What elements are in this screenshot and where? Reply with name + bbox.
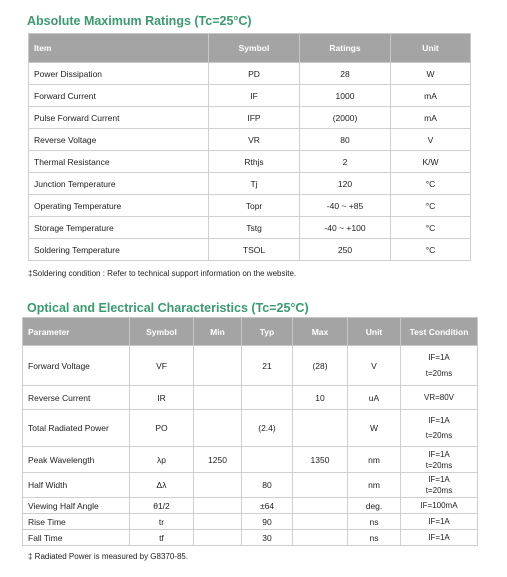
cell-max: (28) xyxy=(293,346,348,386)
condition-line: t=20ms xyxy=(425,460,453,470)
cell-unit: ns xyxy=(348,514,401,530)
table-row xyxy=(29,107,471,129)
cell-unit: mA xyxy=(391,85,471,107)
cell-min xyxy=(194,498,242,514)
column-header-ratings: Ratings xyxy=(300,34,391,63)
column-header-parameter: Parameter xyxy=(23,318,130,346)
cell-parameter: Viewing Half Angle xyxy=(23,498,130,514)
condition-line: IF=1A xyxy=(428,416,450,425)
cell-max xyxy=(293,498,348,514)
cell-symbol: Δλ xyxy=(130,473,194,498)
cell-unit: W xyxy=(348,410,401,447)
cell-test-condition xyxy=(401,346,478,386)
radiated-power-footnote: ‡ Radiated Power is measured by G8370-85. xyxy=(28,552,189,561)
cell-unit: deg. xyxy=(348,498,401,514)
cell-unit: K/W xyxy=(391,151,471,173)
table-header-row xyxy=(29,34,471,63)
cell-max: 10 xyxy=(293,386,348,410)
column-header-min: Min xyxy=(194,318,242,346)
table-row xyxy=(23,530,478,546)
condition-line: IF=100mA xyxy=(420,501,458,510)
optical-characteristics-title: Optical and Electrical Characteristics (Tc=25°C) xyxy=(27,301,309,315)
absolute-max-ratings-table xyxy=(28,33,471,261)
cell-max xyxy=(293,410,348,447)
cell-item: Junction Temperature xyxy=(29,173,209,195)
cell-parameter: Fall Time xyxy=(23,530,130,546)
cell-unit: V xyxy=(348,346,401,386)
cell-unit: °C xyxy=(391,239,471,261)
cell-rating: -40 ~ +100 xyxy=(300,217,391,239)
cell-symbol: Rthjs xyxy=(209,151,300,173)
cell-min xyxy=(194,410,242,447)
table-row xyxy=(29,85,471,107)
cell-item: Power Dissipation xyxy=(29,63,209,85)
cell-max xyxy=(293,514,348,530)
cell-symbol: tr xyxy=(130,514,194,530)
cell-test-condition xyxy=(401,386,478,410)
cell-item: Operating Temperature xyxy=(29,195,209,217)
condition-line: IF=1A xyxy=(428,517,450,526)
condition-line: IF=1A xyxy=(428,533,450,542)
condition-line: IF=1A xyxy=(428,475,450,484)
cell-symbol: IR xyxy=(130,386,194,410)
cell-typ: 90 xyxy=(242,514,293,530)
cell-symbol: Tj xyxy=(209,173,300,195)
table-row xyxy=(23,473,478,498)
cell-test-condition xyxy=(401,530,478,546)
cell-symbol: λp xyxy=(130,447,194,473)
column-header-typ: Typ xyxy=(242,318,293,346)
cell-unit: ns xyxy=(348,530,401,546)
condition-line: IF=1A xyxy=(428,449,450,459)
cell-typ: 80 xyxy=(242,473,293,498)
cell-max xyxy=(293,530,348,546)
cell-symbol: Topr xyxy=(209,195,300,217)
table-row xyxy=(29,217,471,239)
cell-rating: 2 xyxy=(300,151,391,173)
condition-line: VR=80V xyxy=(423,393,455,402)
cell-typ: (2.4) xyxy=(242,410,293,447)
condition-line: t=20ms xyxy=(425,486,453,495)
cell-typ xyxy=(242,447,293,473)
column-header-test-condition: Test Condition xyxy=(401,318,478,346)
cell-symbol: VR xyxy=(209,129,300,151)
cell-symbol: VF xyxy=(130,346,194,386)
column-header-unit: Unit xyxy=(348,318,401,346)
cell-rating: 80 xyxy=(300,129,391,151)
cell-unit: °C xyxy=(391,217,471,239)
table-row xyxy=(29,129,471,151)
cell-typ: 21 xyxy=(242,346,293,386)
cell-item: Storage Temperature xyxy=(29,217,209,239)
table-row xyxy=(23,386,478,410)
cell-unit: mA xyxy=(391,107,471,129)
cell-test-condition xyxy=(401,447,478,473)
cell-min xyxy=(194,530,242,546)
condition-line: IF=1A xyxy=(428,353,450,362)
cell-parameter: Half Width xyxy=(23,473,130,498)
condition-line: t=20ms xyxy=(425,431,453,440)
cell-symbol: PO xyxy=(130,410,194,447)
column-header-max: Max xyxy=(293,318,348,346)
cell-rating: -40 ~ +85 xyxy=(300,195,391,217)
column-header-symbol: Symbol xyxy=(130,318,194,346)
soldering-footnote: ‡Soldering condition : Refer to technical support information on the website. xyxy=(28,269,297,278)
cell-rating: 250 xyxy=(300,239,391,261)
cell-unit: nm xyxy=(348,447,401,473)
cell-unit: uA xyxy=(348,386,401,410)
cell-symbol: IF xyxy=(209,85,300,107)
cell-test-condition xyxy=(401,410,478,447)
cell-test-condition xyxy=(401,514,478,530)
cell-unit: V xyxy=(391,129,471,151)
cell-parameter: Total Radiated Power xyxy=(23,410,130,447)
cell-unit: W xyxy=(391,63,471,85)
cell-parameter: Rise Time xyxy=(23,514,130,530)
column-header-item: Item xyxy=(29,34,209,63)
cell-rating: 120 xyxy=(300,173,391,195)
cell-item: Pulse Forward Current xyxy=(29,107,209,129)
cell-rating: 1000 xyxy=(300,85,391,107)
cell-symbol: tf xyxy=(130,530,194,546)
absolute-max-ratings-title: Absolute Maximum Ratings (Tc=25°C) xyxy=(27,14,252,28)
cell-unit: nm xyxy=(348,473,401,498)
cell-item: Forward Current xyxy=(29,85,209,107)
cell-rating: (2000) xyxy=(300,107,391,129)
cell-min: 1250 xyxy=(194,447,242,473)
condition-line: t=20ms xyxy=(425,369,453,378)
table-row xyxy=(29,63,471,85)
cell-item: Reverse Voltage xyxy=(29,129,209,151)
cell-typ xyxy=(242,386,293,410)
cell-symbol: θ1/2 xyxy=(130,498,194,514)
cell-min xyxy=(194,473,242,498)
cell-item: Soldering Temperature xyxy=(29,239,209,261)
table-row xyxy=(29,173,471,195)
cell-max xyxy=(293,473,348,498)
cell-symbol: TSOL xyxy=(209,239,300,261)
table-row xyxy=(23,498,478,514)
table-row xyxy=(23,410,478,447)
cell-typ: ±64 xyxy=(242,498,293,514)
cell-parameter: Forward Voltage xyxy=(23,346,130,386)
cell-unit: °C xyxy=(391,173,471,195)
table-row xyxy=(23,447,478,473)
cell-min xyxy=(194,514,242,530)
table-row xyxy=(29,239,471,261)
cell-parameter: Reverse Current xyxy=(23,386,130,410)
column-header-symbol: Symbol xyxy=(209,34,300,63)
cell-max: 1350 xyxy=(293,447,348,473)
cell-typ: 30 xyxy=(242,530,293,546)
cell-unit: °C xyxy=(391,195,471,217)
table-header-row xyxy=(23,318,478,346)
cell-item: Thermal Resistance xyxy=(29,151,209,173)
cell-rating: 28 xyxy=(300,63,391,85)
cell-symbol: PD xyxy=(209,63,300,85)
cell-test-condition xyxy=(401,473,478,498)
optical-characteristics-table xyxy=(22,317,478,546)
column-header-unit: Unit xyxy=(391,34,471,63)
table-row xyxy=(23,346,478,386)
table-row xyxy=(23,514,478,530)
table-row xyxy=(29,195,471,217)
cell-parameter: Peak Wavelength xyxy=(23,447,130,473)
cell-test-condition xyxy=(401,498,478,514)
cell-symbol: Tstg xyxy=(209,217,300,239)
table-row xyxy=(29,151,471,173)
cell-min xyxy=(194,346,242,386)
cell-symbol: IFP xyxy=(209,107,300,129)
cell-min xyxy=(194,386,242,410)
